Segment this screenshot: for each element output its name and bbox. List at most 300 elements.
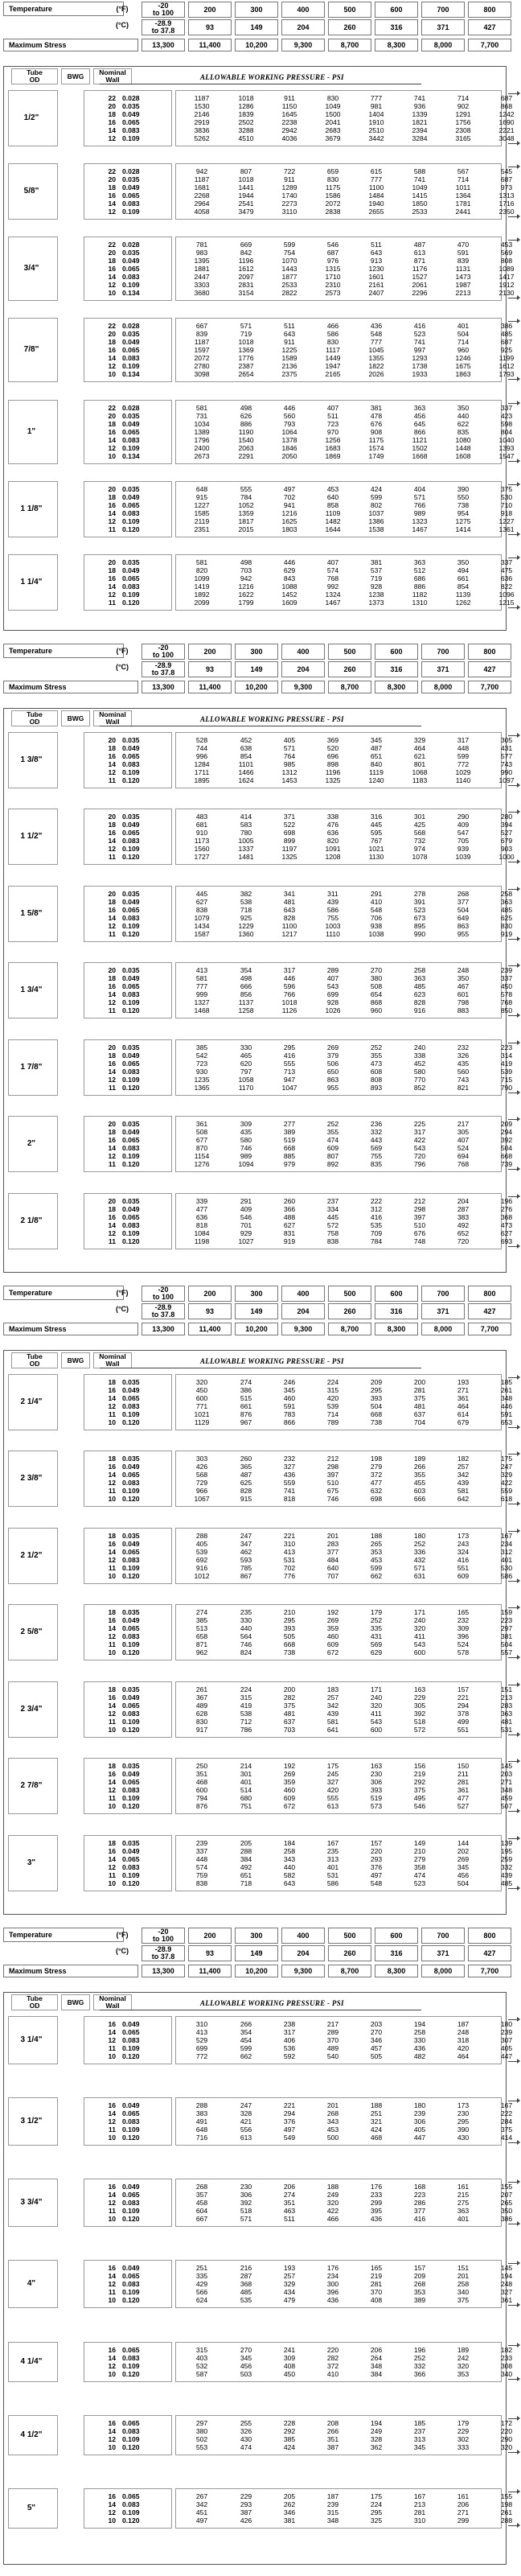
pressure-value: 893	[370, 1083, 383, 1092]
pressure-value: 1481	[238, 853, 254, 862]
pressure-value: 483	[195, 813, 208, 821]
pressure-value: 1275	[455, 516, 471, 525]
pressure-value: 2050	[281, 451, 297, 460]
table-row	[3, 265, 515, 274]
table-row	[3, 2442, 513, 2451]
wall-value: 0.120	[122, 2442, 140, 2451]
row-arrow	[508, 1838, 518, 1839]
pressure-value: 1327	[194, 998, 210, 1007]
pressure-value: 150	[457, 1762, 470, 1771]
pressure-value: 498	[240, 974, 252, 983]
wall-value: 0.065	[122, 118, 140, 126]
bwg-value: 22	[108, 167, 116, 176]
temp-f-cell: 300	[235, 1928, 278, 1944]
pressure-value: 182	[500, 2345, 513, 2354]
pressure-value: 345	[457, 1862, 470, 1871]
pressure-value: 1183	[412, 776, 428, 784]
pressure-value: 2673	[194, 451, 210, 460]
wall-value: 0.049	[122, 338, 140, 347]
pressure-value: 193	[283, 2264, 296, 2273]
pressure-value: 284	[500, 2117, 513, 2126]
max-stress-cell: 9,300	[281, 681, 325, 693]
pressure-value: 315	[240, 1693, 252, 1702]
tube-od-label: 4"	[27, 2279, 36, 2289]
pressure-value: 340	[500, 2369, 513, 2378]
pressure-value: 251	[370, 2109, 383, 2118]
bwg-value: 10	[108, 1802, 116, 1811]
pressure-value: 738	[283, 1648, 296, 1657]
pressure-value: 410	[370, 897, 383, 906]
tube-od-header: Tube OD	[11, 1994, 58, 2010]
pressure-value: 299	[370, 2199, 383, 2208]
pressure-value: 1094	[238, 1160, 254, 1169]
pressure-value: 203	[370, 2020, 383, 2028]
pressure-value: 413	[195, 2028, 208, 2036]
bwg-value: 16	[108, 191, 116, 200]
max-stress-cell: 8,000	[421, 1965, 465, 1977]
pressure-value: 686	[413, 574, 426, 582]
od-group	[3, 481, 515, 537]
pressure-value: 1869	[325, 451, 341, 460]
bwg-value: 18	[108, 1204, 116, 1213]
pressure-value: 341	[283, 889, 296, 898]
table-row	[3, 1770, 513, 1779]
pressure-value: 838	[195, 905, 208, 914]
wall-value: 0.049	[122, 257, 140, 265]
pressure-value: 789	[326, 1418, 339, 1426]
table-row	[3, 362, 515, 371]
pressure-value: 165	[457, 1608, 470, 1617]
pressure-value: 463	[283, 2207, 296, 2216]
pressure-value: 257	[457, 1463, 470, 1471]
pressure-value: 335	[195, 2272, 208, 2281]
pressure-value: 1101	[238, 760, 254, 768]
pressure-value: 260	[240, 1455, 252, 1463]
pressure-value: 240	[413, 1043, 426, 1051]
pressure-value: 380	[195, 2426, 208, 2435]
temp-c-cell: -28.9 to 37.8	[142, 1303, 185, 1319]
wall-value: 0.120	[122, 598, 140, 607]
pressure-value: 1097	[498, 776, 515, 784]
pressure-value: 328	[370, 2434, 383, 2443]
table-row	[3, 744, 513, 752]
pressure-value: 214	[240, 1762, 252, 1771]
pressure-value: 783	[283, 1410, 296, 1418]
bwg-value: 14	[108, 837, 116, 846]
table-row	[3, 1802, 513, 1811]
pressure-value: 337	[195, 1846, 208, 1855]
wall-value: 0.049	[122, 2183, 140, 2191]
pressure-value: 768	[457, 1160, 470, 1169]
pressure-value: 738	[457, 500, 470, 509]
max-stress-cell: 7,700	[468, 39, 511, 51]
table-title: ALLOWABLE WORKING PRESSURE - PSI	[200, 1999, 344, 2007]
wall-value: 0.120	[122, 2134, 140, 2142]
pressure-value: 1360	[238, 929, 254, 938]
temperature-label: Temperature	[3, 1928, 124, 1942]
pressure-value: 338	[413, 1051, 426, 1060]
wall-value: 0.120	[122, 1083, 140, 1092]
pressure-value: 802	[370, 500, 383, 509]
bwg-value: 16	[108, 265, 116, 274]
wall-value: 0.049	[122, 566, 140, 574]
pressure-value: 4510	[238, 134, 254, 142]
bwg-value: 18	[108, 257, 116, 265]
pressure-value: 189	[413, 1455, 426, 1463]
max-stress-cell: 8,700	[328, 1965, 371, 1977]
pressure-value: 350	[457, 403, 470, 412]
pressure-value: 1597	[194, 346, 210, 355]
pressure-value: 305	[413, 1701, 426, 1710]
pressure-value: 938	[370, 921, 383, 930]
pressure-value: 613	[413, 249, 426, 257]
pressure-value: 1196	[325, 768, 341, 776]
pressure-value: 609	[326, 1640, 339, 1649]
od-group	[3, 732, 515, 788]
wall-value: 0.083	[122, 2500, 140, 2508]
pressure-value: 583	[240, 821, 252, 829]
pressure-value: 1126	[281, 1006, 297, 1015]
pressure-value: 365	[240, 1463, 252, 1471]
wall-value: 0.083	[122, 760, 140, 768]
table-row	[3, 1237, 513, 1245]
wall-value: 0.065	[122, 1624, 140, 1633]
pressure-value: 309	[457, 1624, 470, 1633]
pressure-value: 524	[457, 1640, 470, 1649]
table-row	[3, 118, 515, 126]
pressure-value: 381	[500, 1632, 513, 1641]
pressure-value: 3288	[238, 126, 254, 134]
pressure-value: 1091	[325, 845, 341, 854]
pressure-value: 195	[500, 1846, 513, 1855]
bwg-value: 20	[108, 558, 116, 566]
pressure-value: 213	[413, 2500, 426, 2508]
wall-value: 0.065	[122, 2492, 140, 2500]
temperature-header	[3, 2, 516, 58]
wall-value: 0.065	[122, 752, 140, 760]
pressure-value: 187	[457, 2020, 470, 2028]
pressure-value: 522	[283, 821, 296, 829]
pressure-value: 3442	[368, 134, 384, 142]
wall-value: 0.035	[122, 175, 140, 184]
pressure-value: 359	[326, 1624, 339, 1633]
pressure-value: 1088	[281, 582, 297, 591]
pressure-value: 746	[240, 1640, 252, 1649]
pressure-value: 281	[413, 1386, 426, 1394]
pressure-value: 820	[195, 566, 208, 574]
pressure-value: 1355	[368, 354, 384, 363]
pressure-value: 876	[195, 1802, 208, 1811]
pressure-value: 1018	[238, 338, 254, 347]
pressure-value: 1560	[194, 845, 210, 854]
pressure-value: 560	[283, 411, 296, 420]
pressure-value: 911	[284, 338, 295, 347]
pressure-value: 358	[413, 1862, 426, 1871]
table-row	[3, 2183, 513, 2191]
pressure-value: 624	[195, 2296, 208, 2305]
pressure-value: 297	[195, 2418, 208, 2427]
pressure-value: 1466	[238, 768, 254, 776]
bwg-value: 14	[108, 1624, 116, 1633]
pressure-value: 188	[370, 2101, 383, 2110]
pressure-value: 2296	[412, 289, 428, 298]
pressure-value: 450	[283, 2369, 296, 2378]
wall-value: 0.109	[122, 1487, 140, 1496]
pressure-value: 1395	[194, 257, 210, 265]
wall-value: 0.049	[122, 1539, 140, 1548]
pressure-value: 1208	[325, 853, 341, 862]
pressure-value: 233	[370, 2191, 383, 2199]
pressure-value: 696	[326, 752, 339, 760]
pressure-value: 1216	[238, 582, 254, 591]
pressure-value: 1315	[325, 265, 341, 274]
wall-value: 0.049	[122, 419, 140, 428]
row-arrow	[508, 2182, 518, 2183]
table-row	[3, 829, 513, 837]
pressure-value: 662	[240, 2052, 252, 2060]
table-row	[3, 776, 515, 784]
pressure-value: 155	[500, 2492, 513, 2500]
bwg-value: 18	[108, 1455, 116, 1463]
pressure-value: 375	[457, 2296, 470, 2305]
pressure-value: 3154	[238, 289, 254, 298]
pressure-value: 974	[413, 845, 426, 854]
pressure-value: 167	[326, 1838, 339, 1847]
pressure-value: 430	[457, 2134, 470, 2142]
pressure-value: 1286	[238, 102, 254, 110]
pressure-value: 460	[283, 1394, 296, 1402]
pressure-value: 317	[283, 2028, 296, 2036]
pressure-value: 293	[370, 1854, 383, 1863]
pressure-value: 330	[240, 1616, 252, 1625]
pressure-value: 1324	[325, 590, 341, 599]
table-row	[3, 2036, 513, 2044]
pressure-value: 206	[370, 2345, 383, 2354]
pressure-value: 2136	[281, 362, 297, 371]
pressure-value: 651	[370, 752, 383, 760]
od-group	[3, 2342, 513, 2382]
bwg-value: 18	[108, 1762, 116, 1771]
pressure-value: 1215	[498, 598, 515, 607]
pressure-value: 777	[195, 982, 208, 991]
pressure-value: 413	[195, 966, 208, 975]
row-arrow	[508, 143, 518, 144]
pressure-value: 1668	[412, 451, 428, 460]
pressure-value: 593	[240, 1555, 252, 1564]
row-arrow	[508, 461, 518, 462]
wall-value: 0.049	[122, 492, 140, 501]
pressure-value: 868	[500, 102, 513, 110]
pressure-value: 715	[500, 1075, 513, 1084]
pressure-value: 1538	[368, 525, 384, 533]
pressure-value: 796	[413, 1160, 426, 1169]
table-row	[3, 2492, 513, 2500]
pressure-value: 1240	[368, 776, 384, 784]
row-arrow	[508, 785, 518, 786]
temp-c-cell: 204	[281, 1945, 325, 1961]
pressure-value: 1217	[281, 929, 297, 938]
bwg-value: 16	[108, 905, 116, 914]
pressure-value: 230	[457, 2109, 470, 2118]
bwg-value: 11	[108, 1160, 116, 1169]
table-row	[3, 1120, 513, 1129]
pressure-value: 955	[457, 929, 470, 938]
bwg-value: 16	[108, 1212, 116, 1221]
pressure-value: 2780	[194, 362, 210, 371]
pressure-value: 804	[500, 427, 513, 436]
pressure-value: 1482	[325, 516, 341, 525]
bwg-value: 14	[108, 1144, 116, 1153]
wall-value: 0.065	[122, 982, 140, 991]
pressure-value: 342	[195, 2500, 208, 2508]
pressure-value: 193	[457, 1378, 470, 1386]
table-row	[3, 1471, 513, 1479]
pressure-value: 194	[370, 2418, 383, 2427]
bwg-value: 12	[108, 1709, 116, 1718]
pressure-value: 361	[195, 1120, 208, 1129]
pressure-value: 693	[500, 1237, 513, 1245]
bwg-value: 20	[108, 966, 116, 975]
pressure-value: 353	[370, 1547, 383, 1556]
pressure-value: 456	[240, 2361, 252, 2370]
pressure-value: 337	[500, 558, 513, 566]
pressure-value: 781	[195, 241, 208, 249]
pressure-value: 512	[413, 566, 426, 574]
bwg-value: 11	[108, 1794, 116, 1803]
pressure-value: 366	[413, 2369, 426, 2378]
table-row	[3, 1838, 513, 1847]
pressure-value: 962	[195, 1648, 208, 1657]
pressure-value: 626	[240, 411, 252, 420]
temp-c-cell: 371	[421, 1945, 465, 1961]
pressure-value: 758	[326, 1228, 339, 1237]
pressure-value: 368	[500, 1212, 513, 1221]
pressure-value: 326	[457, 1051, 470, 1060]
table-row	[3, 752, 513, 760]
pressure-value: 445	[195, 889, 208, 898]
pressure-value: 310	[283, 1539, 296, 1548]
pressure-value: 1119	[369, 768, 384, 776]
pressure-value: 629	[370, 1648, 383, 1657]
pressure-value: 555	[283, 1059, 296, 1068]
wall-value: 0.035	[122, 249, 140, 257]
pressure-value: 172	[500, 2418, 513, 2427]
row-arrow	[508, 2019, 518, 2020]
pressure-value: 1589	[281, 354, 297, 363]
pressure-value: 257	[326, 1693, 339, 1702]
pressure-value: 145	[500, 1762, 513, 1771]
pressure-value: 866	[283, 1418, 296, 1426]
pressure-value: 302	[457, 2434, 470, 2443]
pressure-value: 381	[370, 558, 383, 566]
row-arrow	[508, 93, 518, 94]
pressure-value: 623	[413, 990, 426, 999]
pressure-value: 2655	[368, 208, 384, 216]
pressure-value: 1675	[455, 362, 471, 371]
wall-value: 0.035	[122, 1608, 140, 1617]
pressure-value: 1018	[238, 175, 254, 184]
pressure-value: 1404	[368, 110, 384, 118]
pressure-value: 283	[326, 1539, 339, 1548]
pressure-value: 903	[500, 845, 513, 854]
bwg-value: 12	[108, 281, 116, 290]
pressure-value: 196	[500, 1196, 513, 1205]
pressure-value: 985	[283, 760, 296, 768]
pressure-value: 194	[500, 2272, 513, 2281]
pressure-value: 473	[500, 1220, 513, 1229]
temp-c-cell: 427	[468, 1303, 511, 1319]
pressure-value: 477	[195, 1204, 208, 1213]
table-row	[3, 281, 515, 290]
temp-f-cell: 200	[188, 1928, 232, 1944]
nominal-wall-header: Nominal Wall	[93, 68, 132, 84]
pressure-value: 1291	[455, 110, 471, 118]
bwg-value: 18	[108, 183, 116, 192]
wall-value: 0.065	[122, 2191, 140, 2199]
table-row	[3, 167, 513, 176]
table-row	[3, 558, 513, 566]
pressure-value: 572	[413, 1725, 426, 1734]
pressure-value: 1895	[194, 776, 210, 784]
pressure-value: 351	[326, 2434, 339, 2443]
pressure-value: 361	[457, 1786, 470, 1795]
pressure-value: 714	[457, 338, 470, 347]
pressure-value: 274	[240, 1378, 252, 1386]
temp-c-cell: 371	[421, 661, 465, 677]
max-stress-label: Maximum Stress	[3, 1965, 138, 1977]
pressure-value: 375	[283, 1701, 296, 1710]
pressure-value: 350	[457, 558, 470, 566]
pressure-value: 313	[413, 2434, 426, 2443]
pressure-value: 2407	[368, 289, 384, 298]
pressure-value: 175	[500, 1455, 513, 1463]
pressure-value: 1029	[455, 768, 471, 776]
pressure-value: 505	[370, 2052, 383, 2060]
pressure-value: 176	[326, 2264, 339, 2273]
max-stress-cell: 8,300	[375, 1965, 418, 1977]
temp-c-cell: 260	[328, 1303, 371, 1319]
pressure-value: 2061	[412, 281, 428, 290]
max-stress-cell: 7,700	[468, 681, 511, 693]
table-row	[3, 929, 513, 938]
pressure-value: 299	[457, 2516, 470, 2525]
pressure-value: 489	[326, 2044, 339, 2052]
pressure-value: 772	[457, 760, 470, 768]
table-section	[0, 1926, 521, 2570]
max-stress-cell: 11,400	[188, 1965, 232, 1977]
row-arrow	[508, 403, 518, 404]
pressure-value: 1100	[368, 183, 384, 192]
bwg-value: 10	[108, 1648, 116, 1657]
row-arrow	[508, 939, 518, 940]
bwg-value: 12	[108, 1786, 116, 1795]
pressure-value: 212	[413, 1196, 426, 1205]
pressure-value: 698	[283, 829, 296, 837]
pressure-value: 295	[457, 2117, 470, 2126]
pressure-value: 276	[500, 1204, 513, 1213]
od-group	[3, 2016, 513, 2064]
pressure-value: 504	[500, 1640, 513, 1649]
table-row	[3, 1725, 513, 1734]
pressure-value: 564	[240, 1632, 252, 1641]
bwg-value: 18	[108, 492, 116, 501]
pressure-value: 2394	[412, 126, 428, 134]
nominal-wall-header: Nominal Wall	[93, 1352, 132, 1368]
bwg-value: 18	[108, 1685, 116, 1693]
pressure-value: 345	[283, 1386, 296, 1394]
row-arrow	[508, 1761, 518, 1762]
pressure-value: 871	[413, 257, 426, 265]
